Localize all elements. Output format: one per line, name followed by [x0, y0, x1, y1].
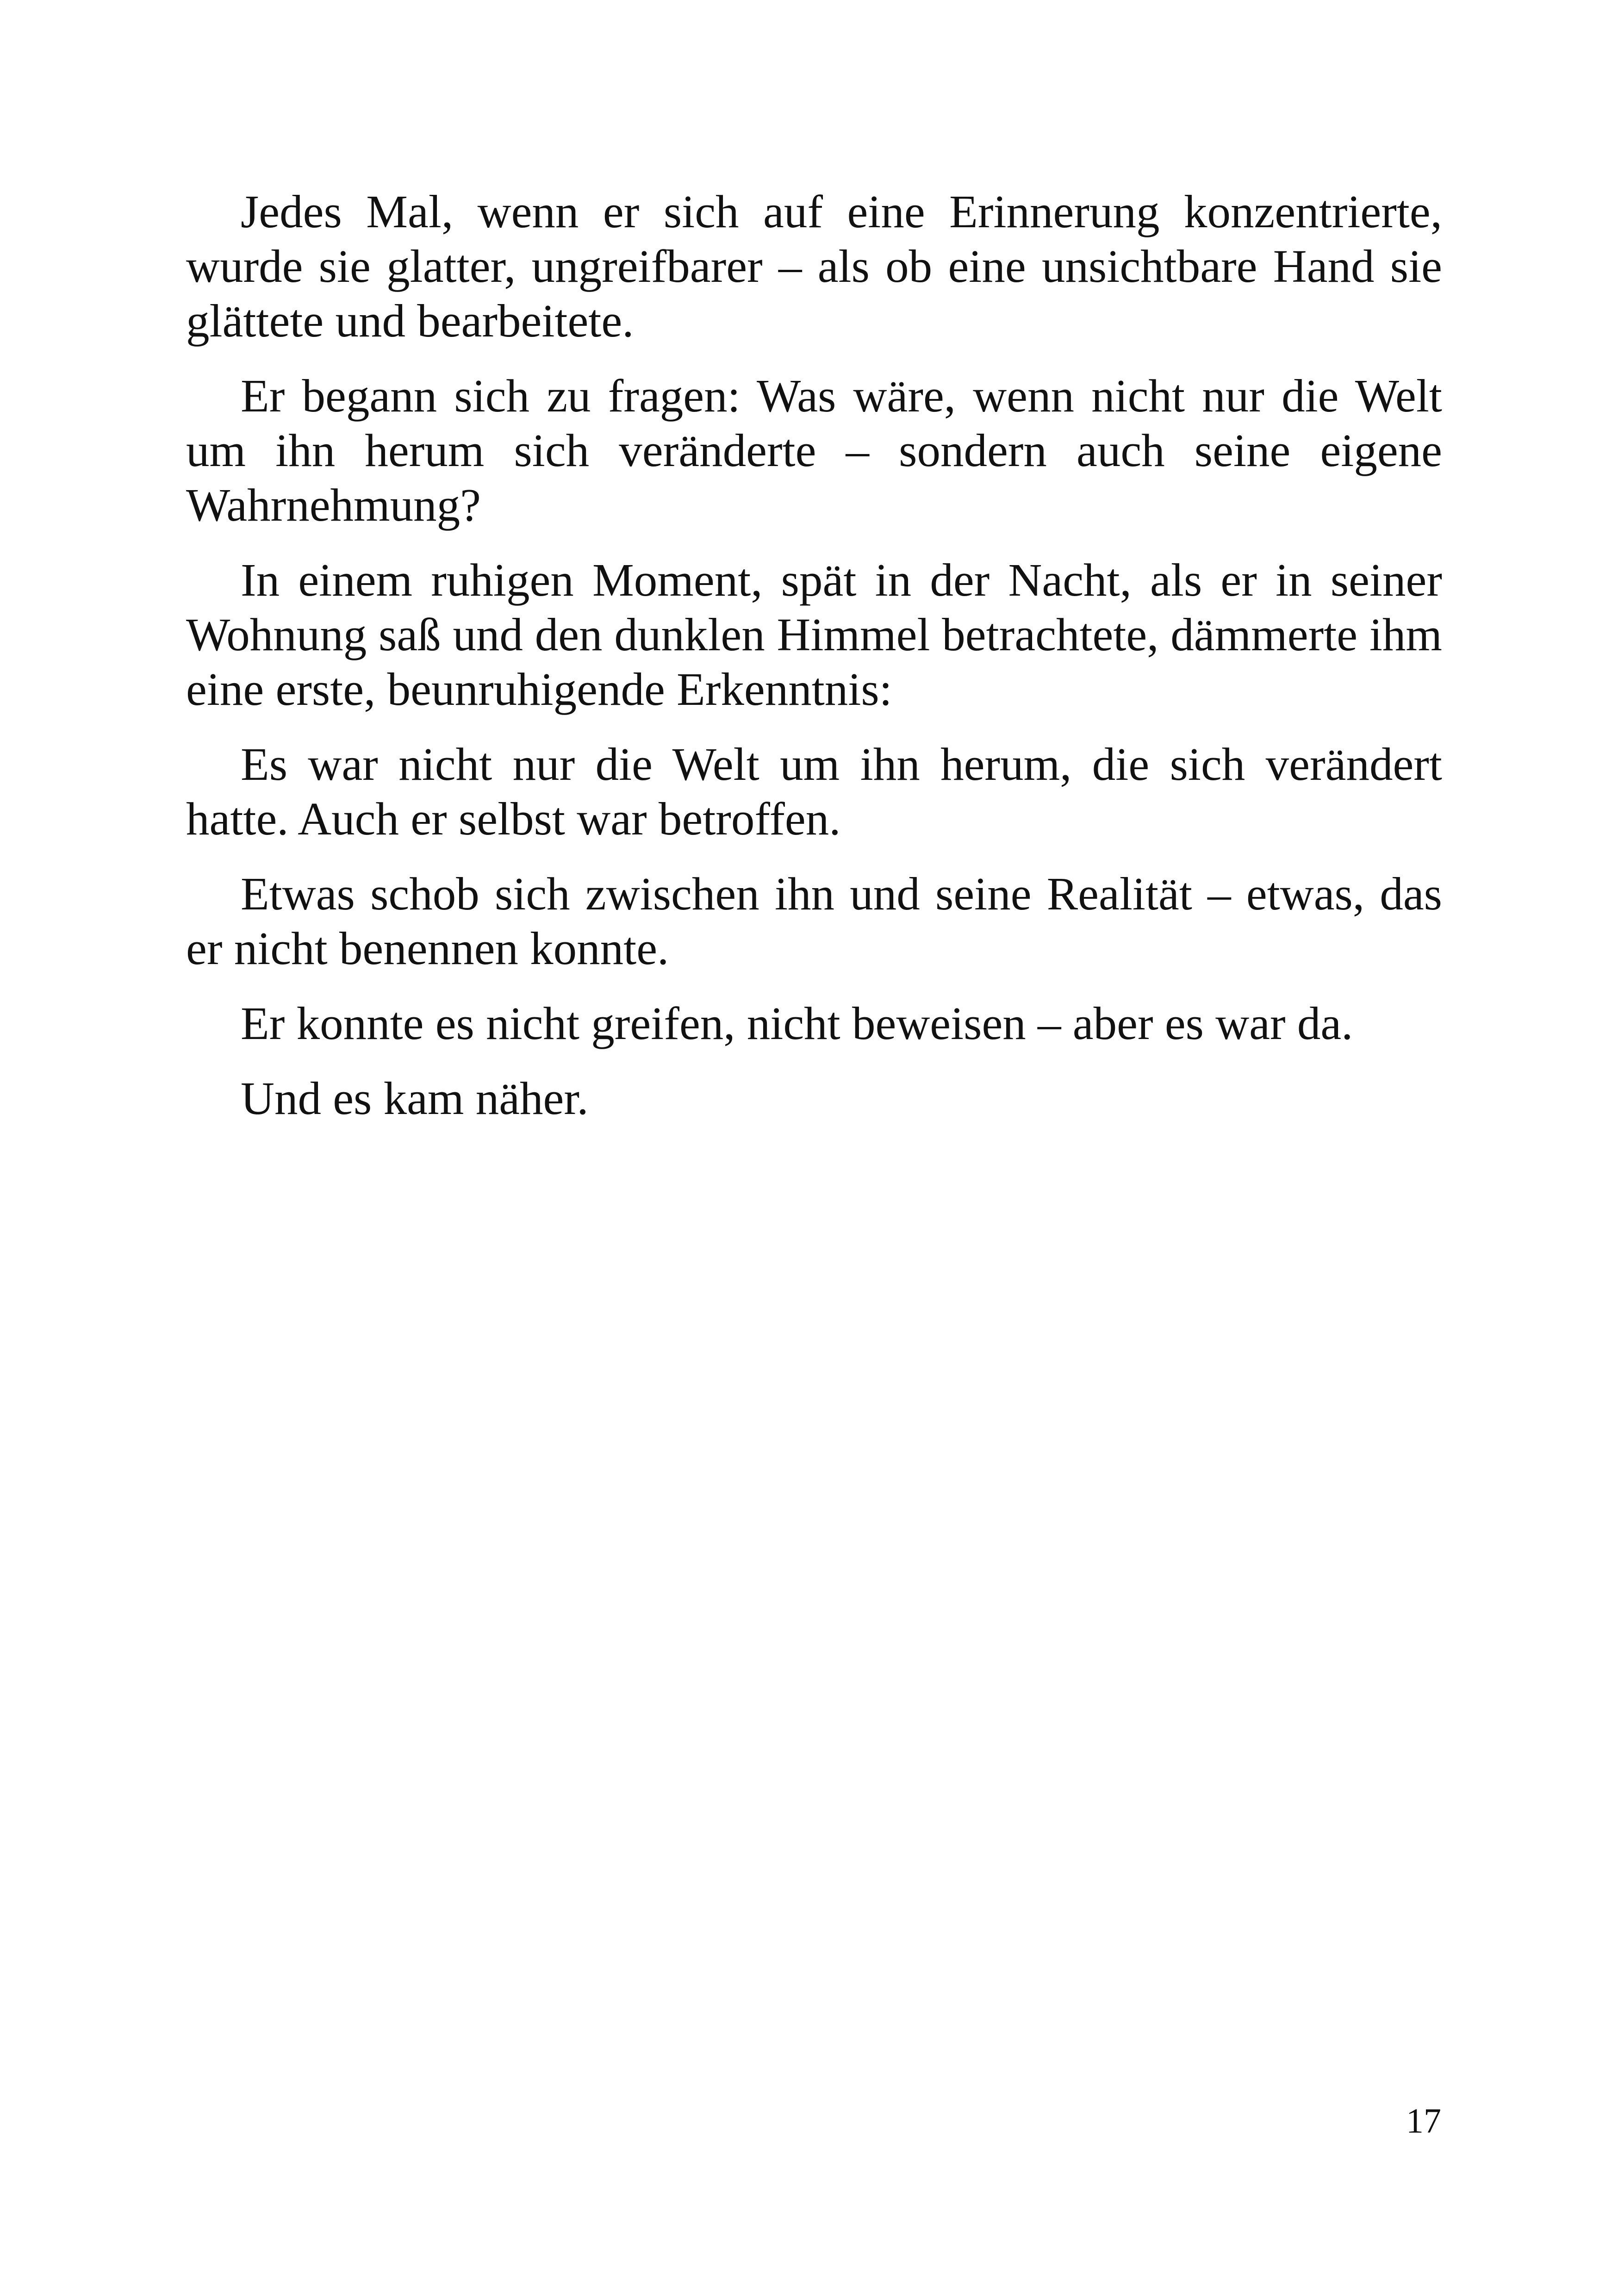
paragraph-3: In einem ruhigen Moment, spät in der Nacht, als er in seiner Wohnung saß und den dunklen Himmel betrachtete, dämmerte ihm eine erste, beunruhigende Erkenntnis:	[186, 554, 1442, 715]
paragraph-4: Es war nicht nur die Welt um ihn herum, die sich verändert hatte. Auch er selbst war betroffen.	[186, 738, 1442, 845]
paragraph-6: Er konnte es nicht greifen, nicht beweisen – aber es war da.	[241, 997, 1353, 1049]
body-text	[186, 184, 1442, 1146]
paragraph-1: Jedes Mal, wenn er sich auf eine Erinnerung konzentrierte, wurde sie glatter, ungreifbarer – als ob eine unsichtbare Hand sie glättete und bearbeitete.	[186, 186, 1442, 347]
paragraph-5: Etwas schob sich zwischen ihn und seine Realität – etwas, das er nicht benennen konnte.	[186, 868, 1442, 974]
page-number: 17	[1406, 2102, 1441, 2140]
paragraph-7: Und es kam näher.	[241, 1072, 589, 1124]
paragraph-2: Er begann sich zu fragen: Was wäre, wenn nicht nur die Welt um ihn herum sich veränderte – sondern auch seine eigene Wahrnehmung?	[186, 370, 1442, 531]
